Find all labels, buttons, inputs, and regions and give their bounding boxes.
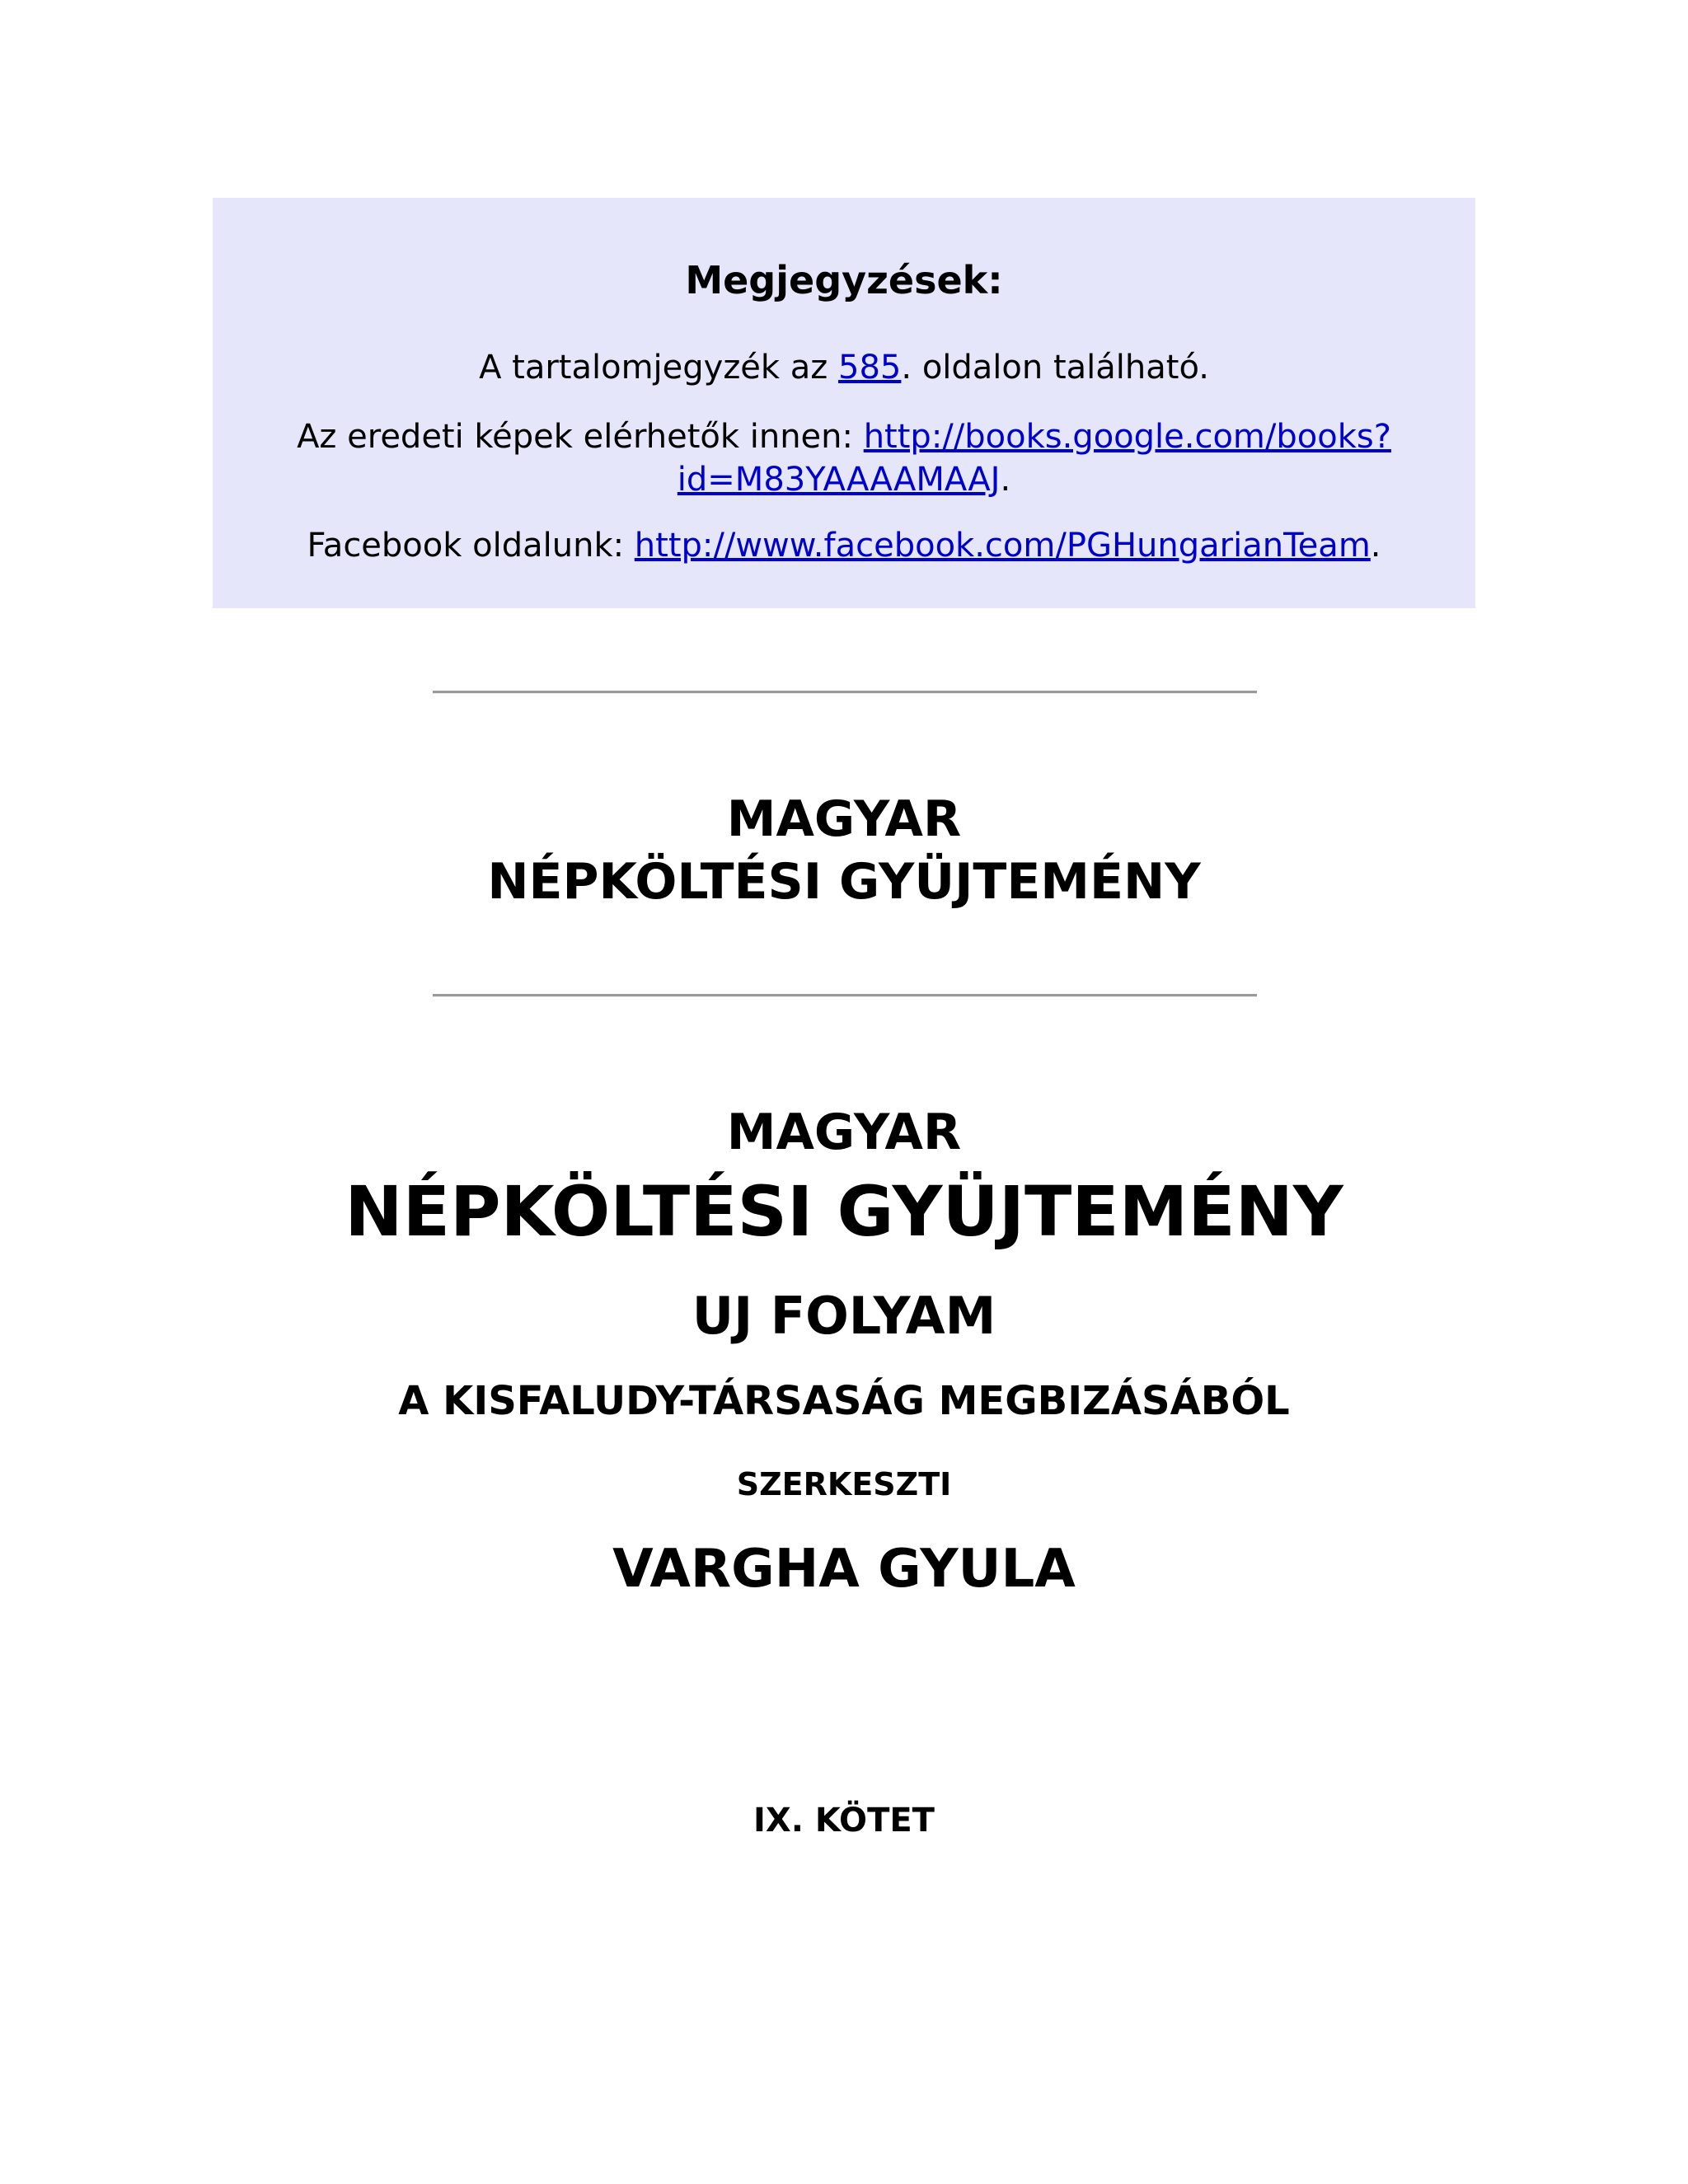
facebook-note-prefix: Facebook oldalunk:	[307, 527, 635, 565]
header-title-line2: NÉPKÖLTÉSI GYÜJTEMÉNY	[487, 853, 1201, 911]
title-page-edited-by: SZERKESZTI	[736, 1466, 952, 1502]
images-note-prefix: Az eredeti képek elérhetők innen:	[297, 418, 864, 456]
notes-title: Megjegyzések:	[685, 258, 1003, 302]
google-books-link-part1[interactable]: http://books.google.com/books?	[863, 418, 1391, 456]
title-page-main-title: NÉPKÖLTÉSI GYÜJTEMÉNY	[345, 1171, 1343, 1252]
title-page-volume: IX. KÖTET	[753, 1802, 935, 1840]
toc-page-link[interactable]: 585	[838, 349, 902, 387]
toc-note-prefix: A tartalomjegyzék az	[479, 349, 839, 387]
header-title-line1: MAGYAR	[726, 790, 962, 848]
horizontal-rule-bottom	[433, 994, 1257, 997]
toc-note-suffix: . oldalon található.	[901, 349, 1209, 387]
horizontal-rule-top	[433, 691, 1257, 694]
facebook-note	[213, 524, 1475, 567]
facebook-note-suffix: .	[1370, 527, 1381, 565]
google-books-link-part2[interactable]: id=M83YAAAAMAAJ	[677, 461, 1001, 499]
facebook-link[interactable]: http://www.facebook.com/PGHungarianTeam	[634, 527, 1371, 565]
toc-note	[213, 346, 1475, 389]
title-page-commission: A KISFALUDY-TÁRSASÁG MEGBIZÁSÁBÓL	[398, 1378, 1290, 1424]
title-page-series: UJ FOLYAM	[692, 1286, 996, 1346]
images-note	[213, 415, 1475, 501]
images-note-suffix: .	[1000, 461, 1011, 499]
notes-box	[213, 198, 1475, 608]
title-page-magyar: MAGYAR	[726, 1104, 962, 1161]
title-page-editor: VARGHA GYULA	[612, 1539, 1076, 1600]
